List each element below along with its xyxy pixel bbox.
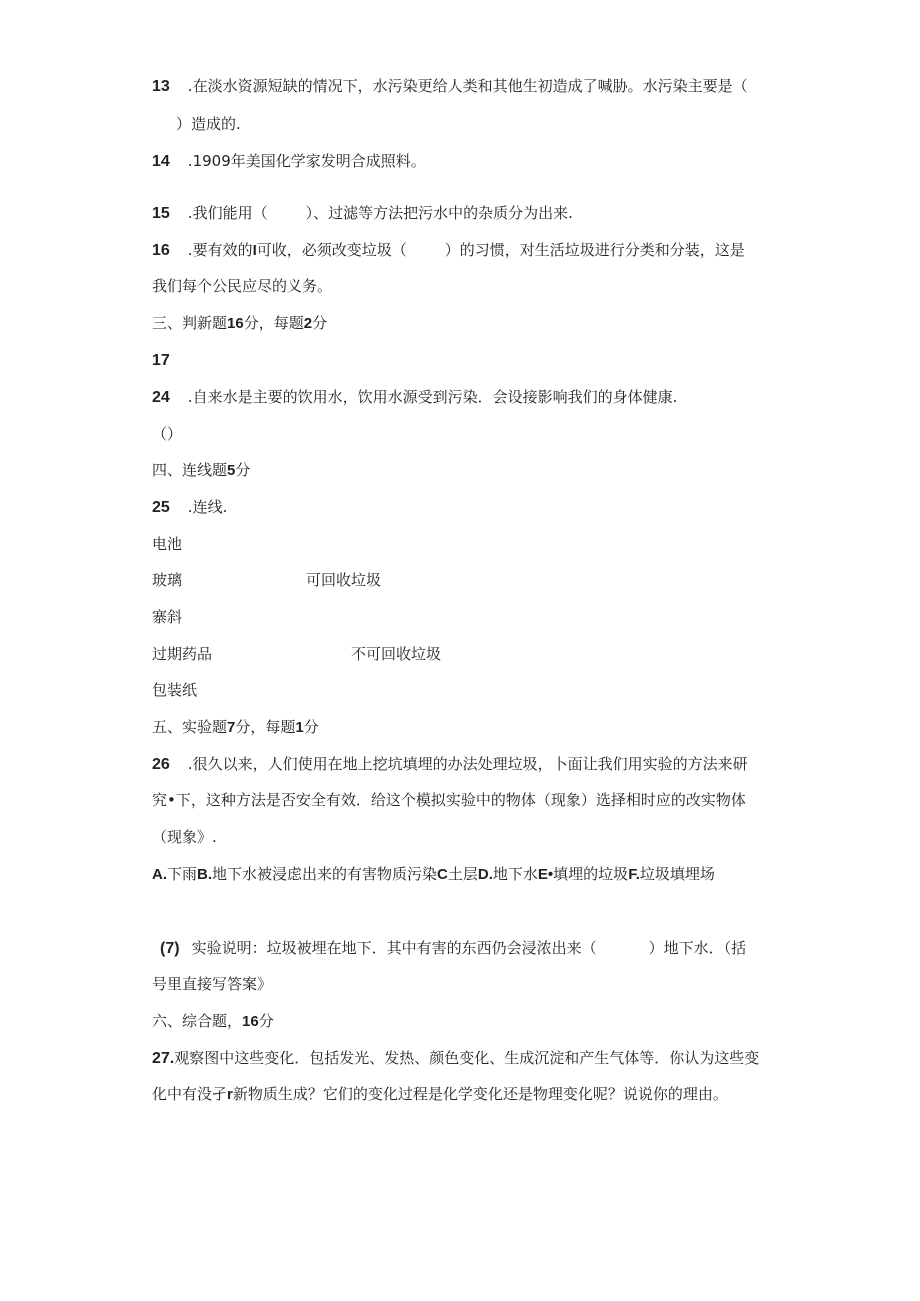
question-26-options bbox=[152, 864, 715, 885]
question-text: ）的习惯，对生活垃圾进行分类和分装，这是 bbox=[444, 241, 745, 259]
question-26-line2: 究•下，这种方法是否安全有效．给这个模拟实验中的物体（现象）选择相时应的改实物体 bbox=[152, 791, 746, 809]
question-number: 24 bbox=[152, 389, 170, 406]
question-text: 实验说明：垃圾被埋在地下．其中有害的东西仍会浸浓出来（ bbox=[191, 939, 597, 957]
question-text: .很久以来，人们使用在地上挖坑填埋的办法处理垃圾，卜面让我们用实验的方法来研 bbox=[187, 755, 748, 773]
question-16-line1 bbox=[152, 240, 745, 261]
question-text: .我们能用（ bbox=[187, 204, 268, 222]
section-title: 四、连线题 bbox=[152, 461, 228, 479]
question-13-line2: ）造成的. bbox=[176, 115, 241, 133]
question-text: I bbox=[252, 242, 257, 259]
question-number: (7) bbox=[160, 940, 180, 957]
question-14 bbox=[152, 151, 426, 172]
option-text: 填埋的垃圾 bbox=[553, 865, 629, 883]
section-4-heading bbox=[152, 460, 250, 481]
question-text: 新物质生成？它们的变化过程是化学变化还是物理变化呢？说说你的理由。 bbox=[232, 1085, 728, 1103]
match-item-left: 包装纸 bbox=[152, 681, 198, 699]
question-27-line1 bbox=[152, 1048, 759, 1069]
section-points: 5 bbox=[227, 462, 236, 479]
match-item-right: 可回收垃圾 bbox=[306, 571, 382, 589]
match-item-left: 玻璃 bbox=[152, 571, 183, 589]
section-5-heading bbox=[152, 717, 319, 738]
section-6-heading bbox=[152, 1011, 274, 1032]
question-27-line2 bbox=[152, 1084, 728, 1105]
question-text: ）、过滤等方法把污水中的杂质分为出来. bbox=[305, 204, 573, 222]
option-text: 垃圾填埋场 bbox=[639, 865, 715, 883]
section-points: 7 bbox=[227, 719, 236, 736]
section-title: 分 bbox=[312, 314, 328, 332]
question-text: 观察图中这些变化．包括发光、发热、颜色变化、生成沉淀和产生气体等．你认为这些变 bbox=[174, 1049, 760, 1067]
question-text: .自来水是主要的饮用水，饮用水源受到污染．会设接影响我们的身体健康. bbox=[187, 388, 678, 406]
match-item-left: 过期药品 bbox=[152, 645, 213, 663]
question-16-line2: 我们每个公民应尽的义务。 bbox=[152, 277, 333, 295]
option-text: 地下水 bbox=[492, 865, 538, 883]
question-text: r bbox=[227, 1086, 233, 1103]
question-text: .要有效的 bbox=[187, 241, 253, 259]
question-24 bbox=[152, 387, 677, 408]
question-text: ）地下水．（括 bbox=[648, 939, 747, 957]
option-letter: E• bbox=[537, 866, 554, 883]
section-title: 六、综合题， bbox=[152, 1012, 243, 1030]
section-title: 分 bbox=[258, 1012, 274, 1030]
question-15 bbox=[152, 203, 573, 224]
section-points: 16 bbox=[242, 1013, 259, 1030]
section-title: 分，每题 bbox=[235, 718, 296, 736]
question-number: 13 bbox=[152, 78, 170, 95]
question-number: 27. bbox=[152, 1050, 175, 1067]
match-item-left: 电池 bbox=[152, 535, 183, 553]
section-title: 分 bbox=[303, 718, 319, 736]
section-title: 分，每题 bbox=[243, 314, 304, 332]
option-letter: D. bbox=[477, 866, 493, 883]
section-3-heading bbox=[152, 313, 327, 334]
option-text: 地下水被浸虑出来的有害物质污染 bbox=[212, 865, 438, 883]
option-letter: A. bbox=[152, 866, 167, 883]
question-25 bbox=[152, 497, 227, 518]
match-item-left: 寨斜 bbox=[152, 608, 183, 626]
match-item-right: 不可回收垃圾 bbox=[351, 645, 442, 663]
question-text: .在淡水资源短缺的情况下，水污染更给人类和其他生初造成了喊胁。水污染主要是（ bbox=[187, 77, 748, 95]
option-letter: B. bbox=[197, 866, 213, 883]
question-13-line1 bbox=[152, 76, 748, 97]
section-points: 1 bbox=[295, 719, 304, 736]
section-title: 三、判新题 bbox=[152, 314, 228, 332]
question-26-line3: （现象》. bbox=[152, 828, 217, 846]
sub-question-7-line1 bbox=[160, 938, 746, 959]
question-text: 可收，必须改变垃圾（ bbox=[256, 241, 407, 259]
option-letter: F. bbox=[628, 866, 640, 883]
question-number: 17 bbox=[152, 352, 170, 369]
question-number: 15 bbox=[152, 205, 170, 222]
option-text: 下雨 bbox=[167, 865, 198, 883]
question-number: 26 bbox=[152, 756, 170, 773]
option-text: 土层 bbox=[447, 865, 478, 883]
question-number: 14 bbox=[152, 153, 170, 170]
section-title: 分 bbox=[235, 461, 251, 479]
section-title: 五、实验题 bbox=[152, 718, 228, 736]
question-text: 化中有没孑 bbox=[152, 1085, 228, 1103]
question-17 bbox=[152, 350, 170, 371]
question-text: .连线. bbox=[187, 498, 228, 516]
question-number: 25 bbox=[152, 499, 170, 516]
question-24-answer-paren: （） bbox=[152, 425, 183, 443]
sub-question-7-line2: 号里直接写答案》 bbox=[152, 975, 273, 993]
question-number: 16 bbox=[152, 242, 170, 259]
option-letter: C bbox=[437, 866, 448, 883]
section-points: 16 bbox=[227, 315, 244, 332]
question-26-line1 bbox=[152, 754, 748, 775]
section-points: 2 bbox=[303, 315, 313, 332]
question-text: .1909年美国化学家发明合成照料。 bbox=[187, 152, 426, 170]
